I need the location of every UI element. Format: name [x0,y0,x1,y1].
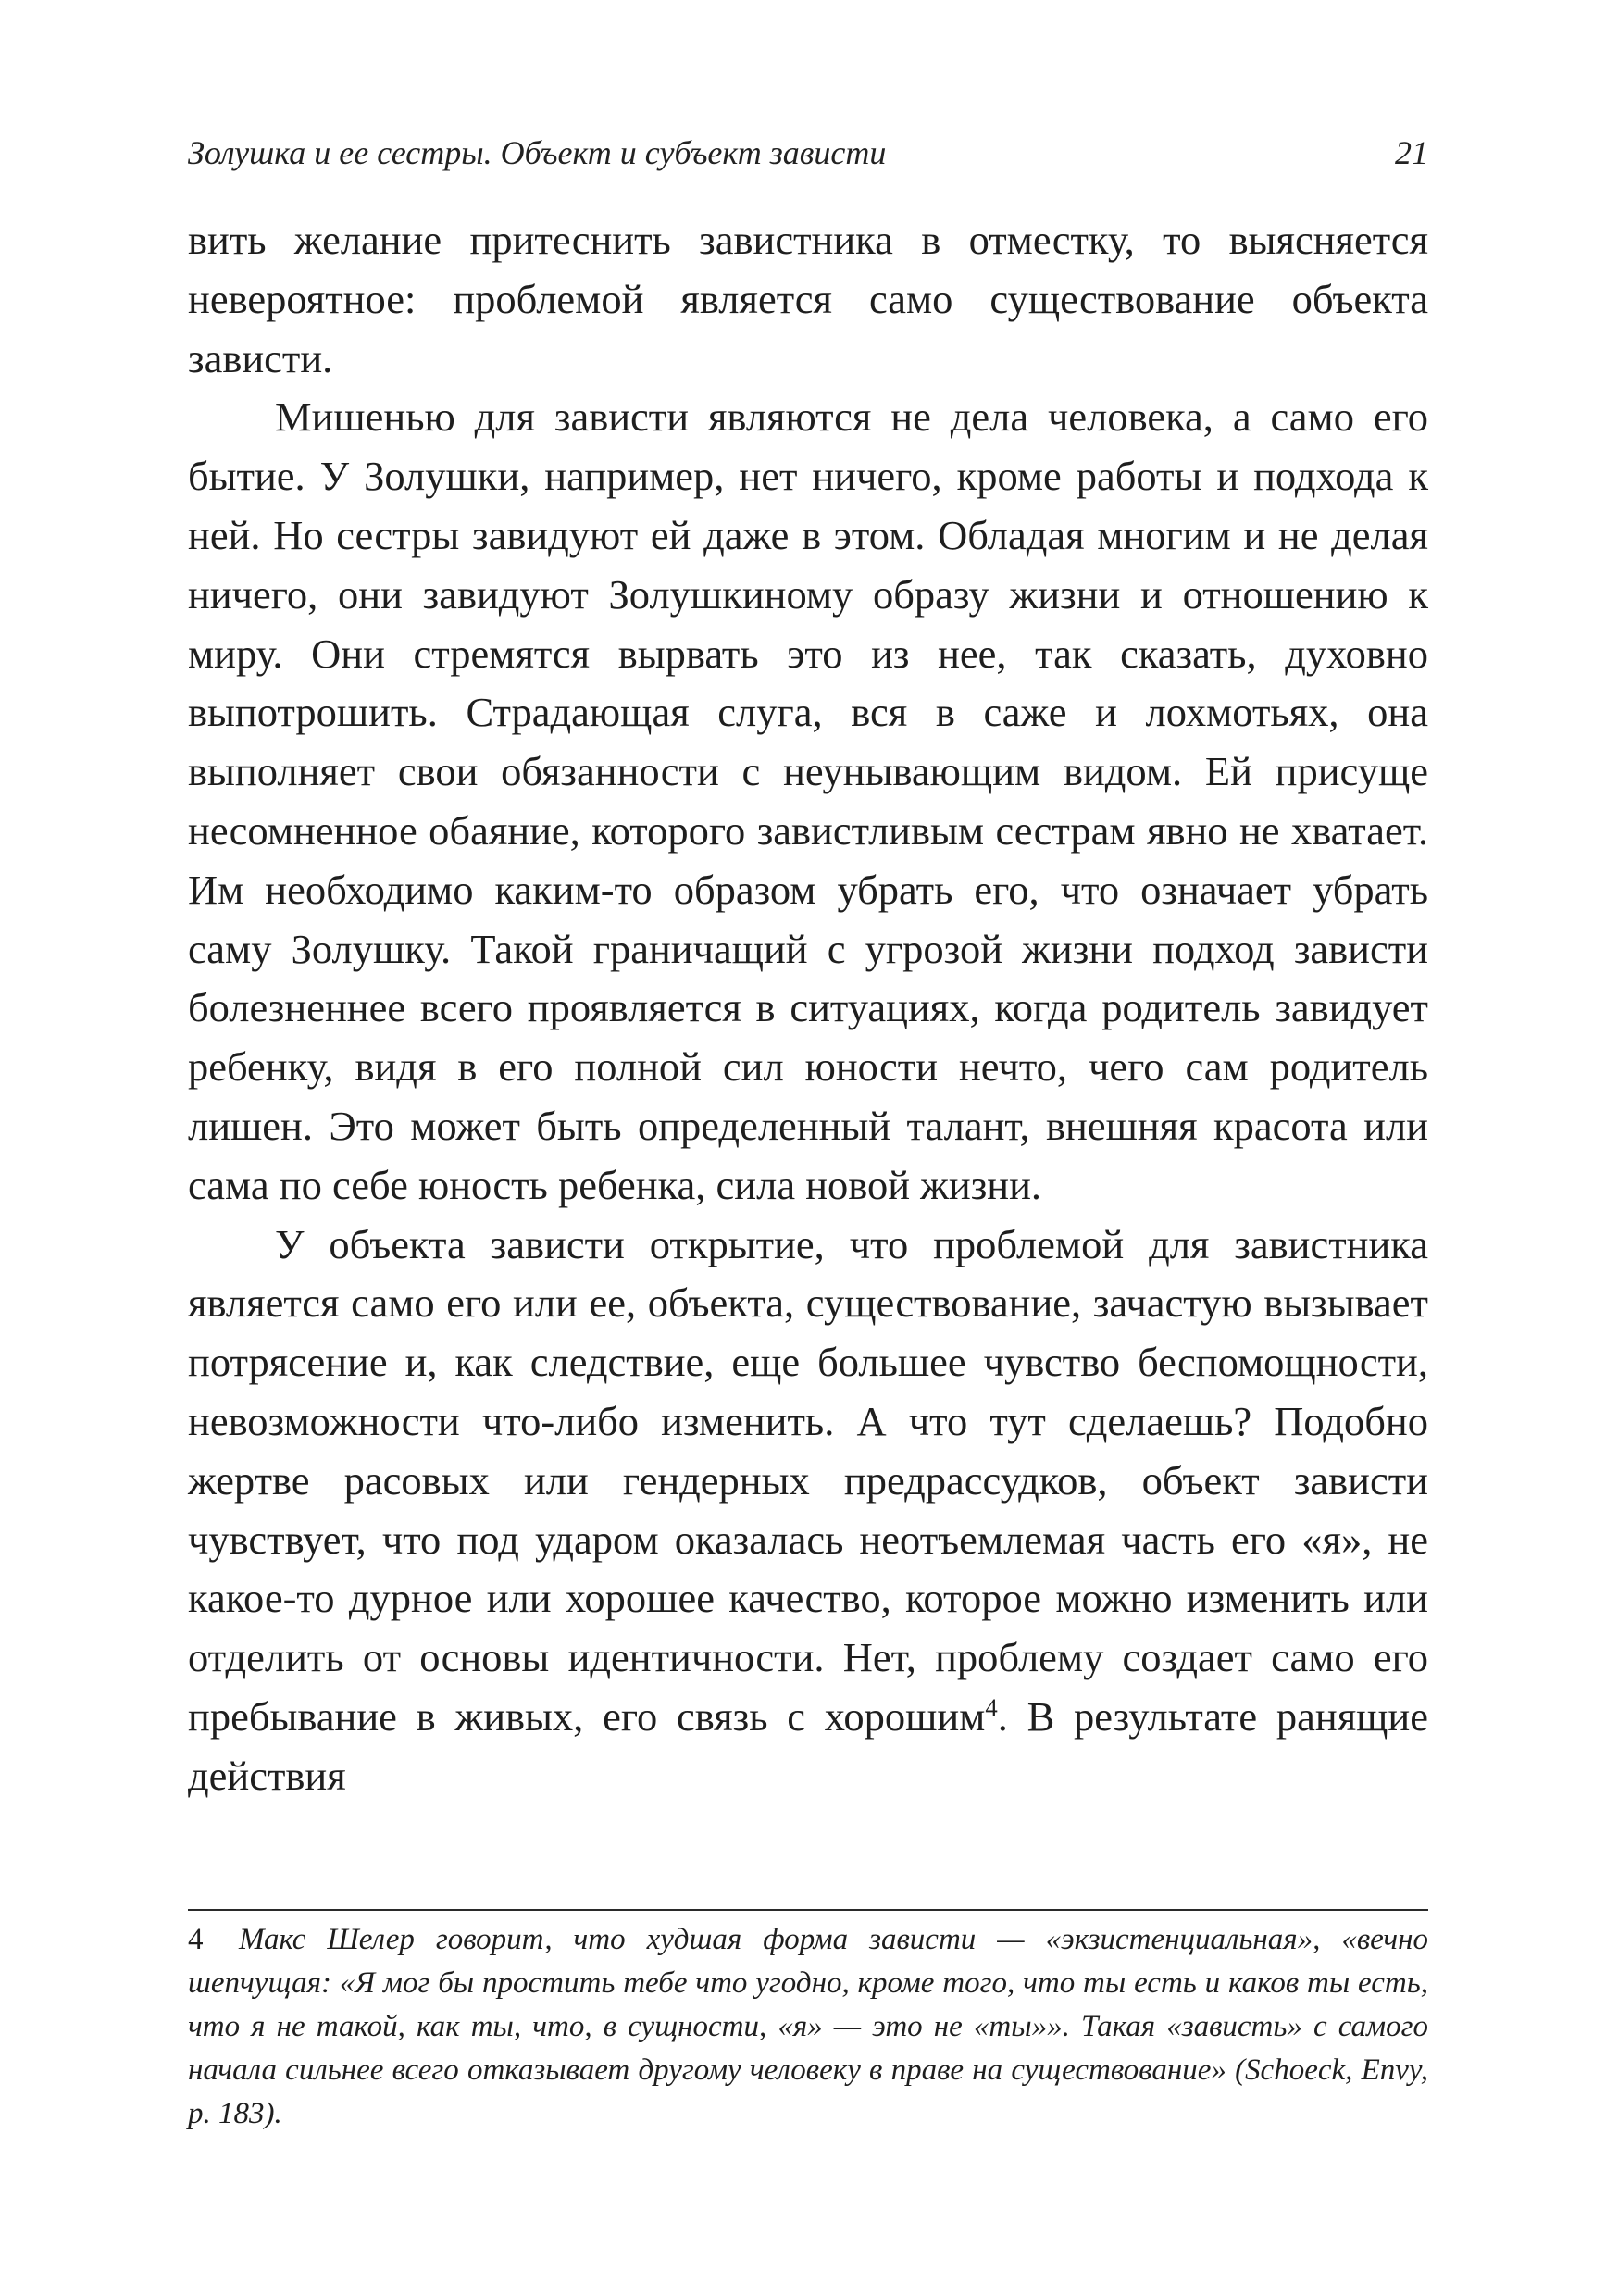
chapter-title: Золушка и ее сестры. Объект и субъект зависти [188,134,887,171]
paragraph-1: вить желание притеснить завистника в отместку, то выясняется невероятное: проблемой является само существование объекта зависти. [188,217,1428,381]
main-text [188,211,1428,1806]
footnote-number: 4 [188,1923,204,1956]
paragraph-2: Мишенью для зависти являются не дела человека, а само его бытие. У Золушки, например, нет ничего, кроме работы и подхода к ней. Но сестры завидуют ей даже в этом. Обладая многим и не делая ничего, они завидуют Золушкиному образу жизни и отношению к миру. Они стремятся вырвать это из нее, так сказать, духовно выпотрошить. Страдающая слуга, вся в саже и лохмотьях, она выполняет свои обязанности с неунывающим видом. Ей присуще несомненное обаяние, которого завистливым сестрам явно не хватает. Им необходимо каким-то образом убрать его, что означает убрать саму Золушку. Такой граничащий с угрозой жизни подход зависти болезненнее всего проявляется в ситуациях, когда родитель завидует ребенку, видя в его полной сил юности нечто, чего сам родитель лишен. Это может быть определенный талант, внешняя красота или сама по себе юность ребенка, сила новой жизни. [188,393,1428,1208]
footnote-reference[interactable]: 4 [985,1693,998,1722]
footnote-divider [188,1909,1428,1911]
paragraph-3-text: У объекта зависти открытие, что проблемой для завистника является само его или ее, объекта, существование, зачастую вызывает потрясение и, как следствие, еще большее чувство беспомощности, невозможности что-либо изменить. А что тут сделаешь? Подобно жертве расовых или гендерных предрассудков, объект зависти чувствует, что под ударом оказалась неотъемлемая часть его «я», не какое-то дурное или хорошее качество, которое можно изменить или отделить от основы идентичности. Нет, проблему создает само его пребывание в живых, его связь с хорошим [188,1220,1428,1740]
paragraph-3-text-end: . В результате ранящие действия [188,1692,1428,1799]
paragraph-3 [188,1216,1428,1806]
footnote-text: Макс Шелер говорит, что худшая форма зависти — «экзистенциальная», «вечно шепчущая: «Я мог бы простить тебе что угодно, кроме того, что ты есть и каков ты есть, что я не такой, как ты, что, в сущности, «я» — это не «ты»». Такая «зависть» с самого начала сильнее всего отказывает другому человеку в праве на существование» (Schoeck, Envy, p. 183). [188,1923,1428,2130]
page-number: 21 [1395,134,1428,171]
running-header [188,130,1428,176]
footnote [188,1918,1428,2136]
